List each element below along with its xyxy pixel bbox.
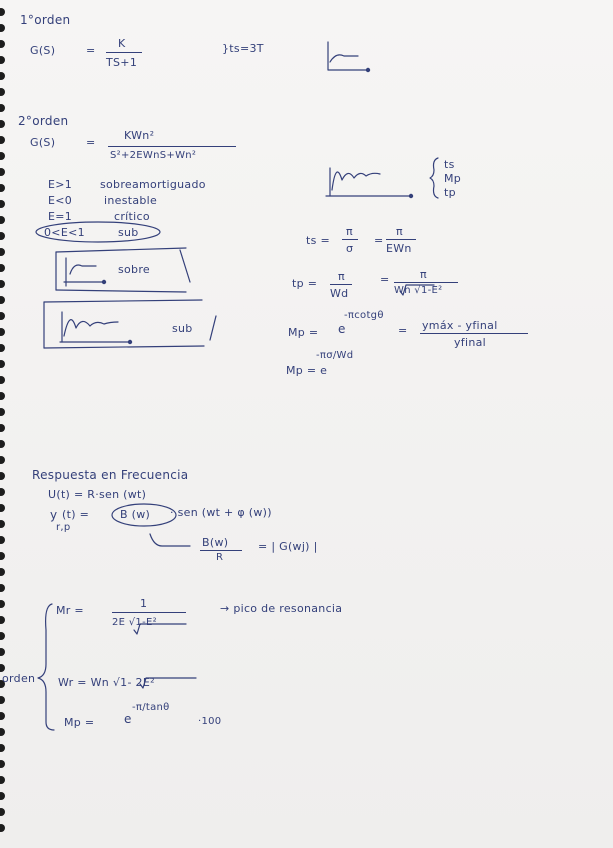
second-order-response-sketch bbox=[326, 158, 438, 198]
case-cond-2: E=1 bbox=[48, 210, 73, 223]
ts-den-1: σ bbox=[346, 242, 354, 255]
mp-exponent: -πcotgθ bbox=[344, 310, 384, 321]
mr-denominator: 2E √1-E² bbox=[112, 617, 157, 628]
ts-eq: = bbox=[374, 234, 384, 247]
output-sine: · sen (wt + φ (w)) bbox=[170, 506, 272, 519]
ratio-denominator: R bbox=[216, 552, 224, 563]
first-order-ts-note: }ts=3T bbox=[222, 42, 264, 55]
ratio-arrow bbox=[150, 534, 190, 546]
mr-numerator: 1 bbox=[140, 597, 148, 610]
mr-sqrt bbox=[134, 624, 186, 634]
case-desc-1: inestable bbox=[104, 194, 158, 207]
tp-sqrt bbox=[400, 285, 434, 295]
sobre-response-box bbox=[56, 248, 190, 292]
sub-case-circle bbox=[36, 222, 160, 242]
case-cond-3: 0<E<1 bbox=[44, 226, 85, 239]
ts-lhs: ts = bbox=[306, 234, 330, 247]
tp-eq: = bbox=[380, 273, 390, 286]
ts-den-2: EWn bbox=[386, 242, 412, 255]
case-desc-2: crítico bbox=[114, 210, 150, 223]
param-tp: tp bbox=[444, 186, 456, 199]
amplitude-circle bbox=[112, 504, 176, 526]
second-order-numerator: KWn² bbox=[124, 129, 155, 142]
tp-num-1: π bbox=[338, 270, 345, 283]
mp3-lhs: Mp = bbox=[64, 716, 95, 729]
wr-line: Wr = Wn √1- 2E² bbox=[58, 676, 155, 689]
output-y: y bbox=[50, 508, 58, 522]
second-order-lhs: G(S) bbox=[30, 136, 56, 149]
first-order-heading: 1°orden bbox=[20, 13, 71, 27]
box-sub-label: sub bbox=[172, 322, 193, 335]
frequency-heading: Respuesta en Frecuencia bbox=[32, 468, 189, 482]
first-order-response-sketch bbox=[328, 42, 370, 72]
tp-den-1: Wd bbox=[330, 287, 349, 300]
mr-note: → pico de resonancia bbox=[220, 602, 343, 615]
ratio-numerator: B(w) bbox=[202, 536, 229, 549]
first-order-denominator: TS+1 bbox=[106, 56, 138, 69]
output-subscript: r,p bbox=[56, 522, 71, 533]
tp-lhs: tp = bbox=[292, 277, 318, 290]
case-cond-1: E<0 bbox=[48, 194, 73, 207]
second-order-equals: = bbox=[86, 136, 96, 149]
mp-numerator: ymáx - yfinal bbox=[422, 319, 498, 332]
first-order-lhs: G(S) bbox=[30, 44, 56, 57]
ratio-rhs: = | G(wj) | bbox=[258, 540, 318, 553]
mp-eq: = bbox=[398, 324, 408, 337]
input-signal: U(t) = R·sen (wt) bbox=[48, 488, 147, 501]
box-sobre-label: sobre bbox=[118, 263, 150, 276]
mp2-lhs: Mp = e bbox=[286, 364, 328, 377]
sub-response-box bbox=[44, 300, 216, 348]
case-cond-0: E>1 bbox=[48, 178, 73, 191]
mp2-exponent: -πσ/Wd bbox=[316, 350, 354, 361]
mp-lhs: Mp = bbox=[288, 326, 319, 339]
resonance-brace bbox=[38, 604, 54, 730]
param-ts: ts bbox=[444, 158, 455, 171]
output-amplitude: B (w) bbox=[120, 508, 151, 521]
wr-sqrt bbox=[140, 678, 196, 688]
tp-den-2: Wn √1-E² bbox=[394, 285, 443, 296]
second-order-heading: 2°orden bbox=[18, 114, 69, 128]
param-mp: Mp bbox=[444, 172, 462, 185]
ts-num-1: π bbox=[346, 225, 353, 238]
ts-num-2: π bbox=[396, 225, 403, 238]
case-desc-3: sub bbox=[118, 226, 139, 239]
mp-denominator: yfinal bbox=[454, 336, 487, 349]
first-order-equals: = bbox=[86, 44, 96, 57]
first-order-numerator: K bbox=[118, 37, 126, 50]
tp-num-2: π bbox=[420, 268, 427, 281]
output-t: (t) = bbox=[62, 508, 90, 521]
mp-base: e bbox=[338, 322, 346, 336]
mp3-tail: ·100 bbox=[198, 716, 222, 727]
mp3-base: e bbox=[124, 712, 132, 726]
case-desc-0: sobreamortiguado bbox=[100, 178, 206, 191]
second-order-denominator: S²+2EWnS+Wn² bbox=[110, 150, 197, 161]
side-label: orden bbox=[2, 672, 36, 685]
mr-lhs: Mr = bbox=[56, 604, 84, 617]
mp3-exponent: -π/tanθ bbox=[132, 702, 170, 713]
